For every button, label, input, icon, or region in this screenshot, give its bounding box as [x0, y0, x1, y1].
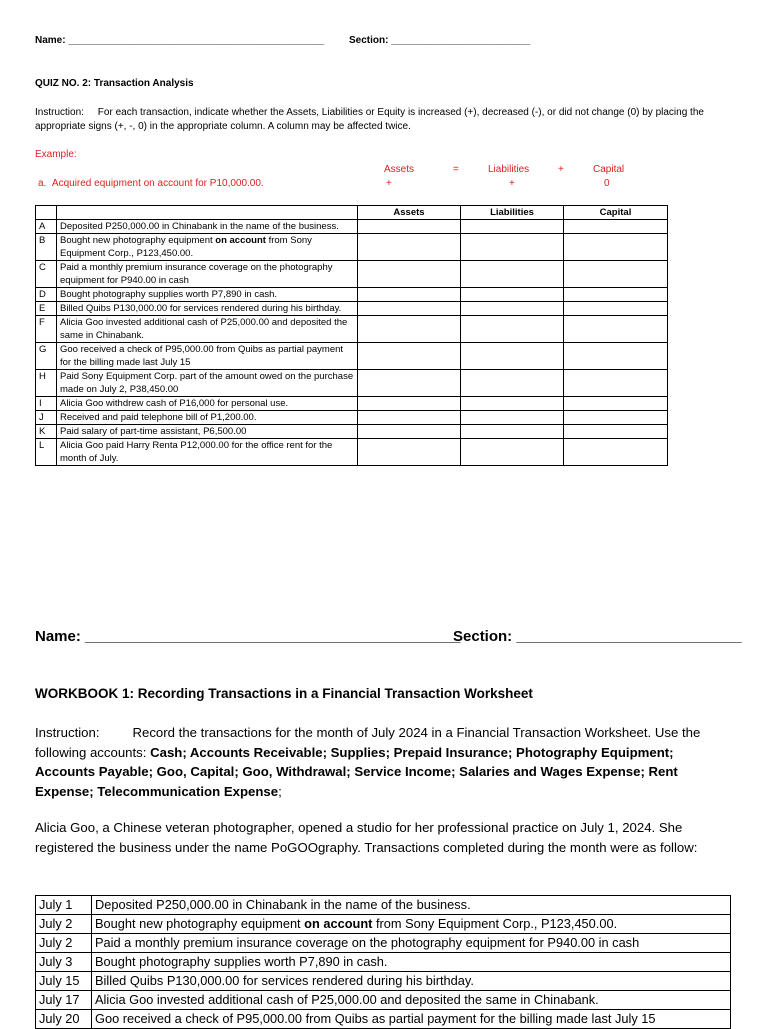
transaction-text: Bought photography supplies worth P7,890 in cash.: [95, 954, 388, 969]
transaction-text-end: from Sony Equipment Corp., P123,450.00.: [60, 235, 312, 259]
transaction-text: Paid Sony Equipment Corp. part of the amount owed on the purchase made on July 2, P38,450.00: [60, 371, 354, 395]
quiz-row-transaction: [57, 316, 358, 343]
quiz-row-letter: C: [36, 261, 57, 288]
answer-cell-capital[interactable]: [564, 343, 668, 370]
answer-cell-assets[interactable]: [358, 261, 461, 288]
quiz-section-field: Section: _________________________: [349, 35, 531, 46]
workbook-row-transaction: [92, 896, 731, 915]
workbook-row-date: July 2: [36, 934, 92, 953]
workbook-instruction: [35, 723, 735, 801]
answer-cell-assets[interactable]: [358, 288, 461, 302]
answer-cell-assets[interactable]: [358, 302, 461, 316]
quiz-row-transaction: [57, 370, 358, 397]
transaction-text: Billed Quibs P130,000.00 for services rendered during his birthday.: [60, 303, 342, 314]
workbook-row-transaction: [92, 972, 731, 991]
quiz-row-letter: G: [36, 343, 57, 370]
workbook-row-date: July 3: [36, 953, 92, 972]
quiz-title: QUIZ NO. 2: Transaction Analysis: [35, 78, 194, 89]
answer-cell-assets[interactable]: [358, 343, 461, 370]
quiz-row-letter: I: [36, 397, 57, 411]
quiz-row: [36, 234, 668, 261]
quiz-row-letter: F: [36, 316, 57, 343]
workbook-instruction-end: ;: [278, 783, 282, 799]
answer-cell-assets[interactable]: [358, 439, 461, 466]
transaction-text: Goo received a check of P95,000.00 from Quibs as partial payment for the billing made last July 15: [60, 344, 344, 368]
quiz-row-transaction: [57, 302, 358, 316]
answer-cell-liabilities[interactable]: [461, 370, 564, 397]
answer-cell-capital[interactable]: [564, 370, 668, 397]
quiz-table-header: [36, 206, 668, 220]
transaction-text-end: from Sony Equipment Corp., P123,450.00.: [372, 916, 618, 931]
example-header-capital: Capital: [593, 164, 625, 175]
workbook-row-date: July 2: [36, 915, 92, 934]
quiz-example-label: Example:: [35, 149, 77, 160]
workbook-row-date: July 1: [36, 896, 92, 915]
workbook-name-field: Name: _____________________________________________: [35, 628, 461, 645]
workbook-row-transaction: [92, 1010, 731, 1029]
example-header-assets: Assets: [384, 164, 415, 175]
workbook-row: [36, 1010, 731, 1029]
answer-cell-liabilities[interactable]: [461, 220, 564, 234]
transaction-text: Goo received a check of P95,000.00 from Quibs as partial payment for the billing made last July 15: [95, 1011, 656, 1026]
example-sign-capital: 0: [604, 178, 610, 189]
answer-cell-liabilities[interactable]: [461, 343, 564, 370]
answer-cell-liabilities[interactable]: [461, 316, 564, 343]
answer-cell-liabilities[interactable]: [461, 288, 564, 302]
answer-cell-capital[interactable]: [564, 288, 668, 302]
example-header-equals: =: [453, 164, 459, 175]
transaction-text: Bought photography supplies worth P7,890 in cash.: [60, 289, 278, 300]
quiz-row-transaction: [57, 343, 358, 370]
answer-cell-capital[interactable]: [564, 397, 668, 411]
workbook-title: WORKBOOK 1: Recording Transactions in a Financial Transaction Worksheet: [35, 686, 533, 701]
transaction-bold-text: on account: [215, 235, 266, 246]
workbook-row-date: July 15: [36, 972, 92, 991]
workbook-transactions-table: [35, 895, 731, 1029]
example-sign-liabilities: +: [509, 178, 515, 189]
workbook-instruction-text: Instruction: Record the transactions for the month of July 2024 in a Financial Transaction Worksheet. Use the following accounts:: [35, 725, 701, 760]
transaction-text: Deposited P250,000.00 in Chinabank in the name of the business.: [60, 221, 339, 232]
answer-cell-assets[interactable]: [358, 425, 461, 439]
workbook-row: [36, 991, 731, 1010]
answer-cell-assets[interactable]: [358, 220, 461, 234]
quiz-row: [36, 425, 668, 439]
quiz-row-transaction: [57, 288, 358, 302]
answer-cell-assets[interactable]: [358, 316, 461, 343]
quiz-row-transaction: [57, 261, 358, 288]
quiz-header-assets: Assets: [358, 206, 461, 220]
answer-cell-capital[interactable]: [564, 411, 668, 425]
quiz-header-capital: Capital: [564, 206, 668, 220]
transaction-text: Alicia Goo withdrew cash of P16,000 for personal use.: [60, 398, 289, 409]
quiz-row: [36, 316, 668, 343]
answer-cell-liabilities[interactable]: [461, 234, 564, 261]
workbook-row-transaction: [92, 991, 731, 1010]
quiz-instruction: Instruction: For each transaction, indicate whether the Assets, Liabilities or Equity is increased (+), decreased (-), or did not change (0) by placing the appropriate signs (+, -, 0) in the appropriate column. A column may be affected twice.: [35, 107, 704, 132]
quiz-row-letter: H: [36, 370, 57, 397]
quiz-row: [36, 411, 668, 425]
workbook-section-field: Section: ___________________________: [453, 628, 742, 645]
transaction-text: Bought new photography equipment: [60, 235, 216, 246]
example-sign-assets: +: [386, 178, 392, 189]
workbook-row-date: July 20: [36, 1010, 92, 1029]
transaction-bold-text: on account: [304, 916, 373, 931]
quiz-row: [36, 261, 668, 288]
quiz-row-letter: L: [36, 439, 57, 466]
workbook-row-transaction: [92, 934, 731, 953]
transaction-text: Billed Quibs P130,000.00 for services rendered during his birthday.: [95, 973, 474, 988]
quiz-row: [36, 343, 668, 370]
quiz-name-field: Name: ______________________________________________: [35, 35, 325, 46]
answer-cell-capital[interactable]: [564, 234, 668, 261]
answer-cell-capital[interactable]: [564, 316, 668, 343]
quiz-row-letter: A: [36, 220, 57, 234]
transaction-text: Deposited P250,000.00 in Chinabank in the name of the business.: [95, 897, 471, 912]
workbook-row-transaction: [92, 915, 731, 934]
quiz-header-letter: [36, 206, 57, 220]
quiz-header-transaction: [57, 206, 358, 220]
workbook-row-date: July 17: [36, 991, 92, 1010]
quiz-row-transaction: [57, 397, 358, 411]
example-header-plus: +: [558, 164, 564, 175]
workbook-accounts-list: Cash; Accounts Receivable; Supplies; Prepaid Insurance; Photography Equipment; Accounts Payable; Goo, Capital; Goo, Withdrawal; Service Income; Salaries and Wages Expense; Rent Expense; Telecommunication Expense: [35, 744, 678, 799]
workbook-row-transaction: [92, 953, 731, 972]
transaction-text: Paid salary of part-time assistant, P6,500.00: [60, 426, 247, 437]
transaction-text: Received and paid telephone bill of P1,200.00.: [60, 412, 257, 423]
quiz-header-liabilities: Liabilities: [461, 206, 564, 220]
quiz-row-letter: J: [36, 411, 57, 425]
quiz-row-transaction: [57, 425, 358, 439]
answer-cell-liabilities[interactable]: [461, 261, 564, 288]
workbook-row: [36, 915, 731, 934]
quiz-row: [36, 439, 668, 466]
transaction-text: Paid a monthly premium insurance coverage on the photography equipment for P940.00 in cash: [95, 935, 640, 950]
quiz-row-letter: B: [36, 234, 57, 261]
answer-cell-liabilities[interactable]: [461, 302, 564, 316]
transaction-text: Alicia Goo invested additional cash of P25,000.00 and deposited the same in Chinabank.: [60, 317, 348, 341]
answer-cell-capital[interactable]: [564, 302, 668, 316]
transaction-text: Bought new photography equipment: [95, 916, 305, 931]
answer-cell-capital[interactable]: [564, 220, 668, 234]
answer-cell-assets[interactable]: [358, 411, 461, 425]
answer-cell-liabilities[interactable]: [461, 411, 564, 425]
transaction-text: Alicia Goo paid Harry Renta P12,000.00 for the office rent for the month of July.: [60, 440, 333, 464]
workbook-row: [36, 896, 731, 915]
workbook-row: [36, 953, 731, 972]
answer-cell-assets[interactable]: [358, 370, 461, 397]
answer-cell-capital[interactable]: [564, 425, 668, 439]
workbook-row: [36, 972, 731, 991]
quiz-row-letter: K: [36, 425, 57, 439]
workbook-intro: Alicia Goo, a Chinese veteran photographer, opened a studio for her professional practice on July 1, 2024. She registered the business under the name PoGOOgraphy. Transactions completed during the month were as follow:: [35, 820, 698, 855]
quiz-row-transaction: [57, 220, 358, 234]
transaction-text: Alicia Goo invested additional cash of P25,000.00 and deposited the same in Chinabank.: [95, 992, 599, 1007]
quiz-row-transaction: [57, 439, 358, 466]
quiz-table: [35, 205, 668, 466]
transaction-text: Paid a monthly premium insurance coverage on the photography equipment for P940.00 in cash: [60, 262, 333, 286]
quiz-row: [36, 302, 668, 316]
workbook-row: [36, 934, 731, 953]
quiz-row-letter: D: [36, 288, 57, 302]
answer-cell-liabilities[interactable]: [461, 397, 564, 411]
quiz-row: [36, 397, 668, 411]
quiz-row: [36, 288, 668, 302]
answer-cell-liabilities[interactable]: [461, 425, 564, 439]
answer-cell-liabilities[interactable]: [461, 439, 564, 466]
answer-cell-assets[interactable]: [358, 397, 461, 411]
quiz-row-letter: E: [36, 302, 57, 316]
answer-cell-capital[interactable]: [564, 261, 668, 288]
example-header-liabilities: Liabilities: [488, 164, 530, 175]
quiz-row: [36, 220, 668, 234]
quiz-example-item: a. Acquired equipment on account for P10,000.00.: [38, 178, 264, 189]
quiz-row: [36, 370, 668, 397]
quiz-row-transaction: [57, 234, 358, 261]
answer-cell-capital[interactable]: [564, 439, 668, 466]
quiz-row-transaction: [57, 411, 358, 425]
answer-cell-assets[interactable]: [358, 234, 461, 261]
